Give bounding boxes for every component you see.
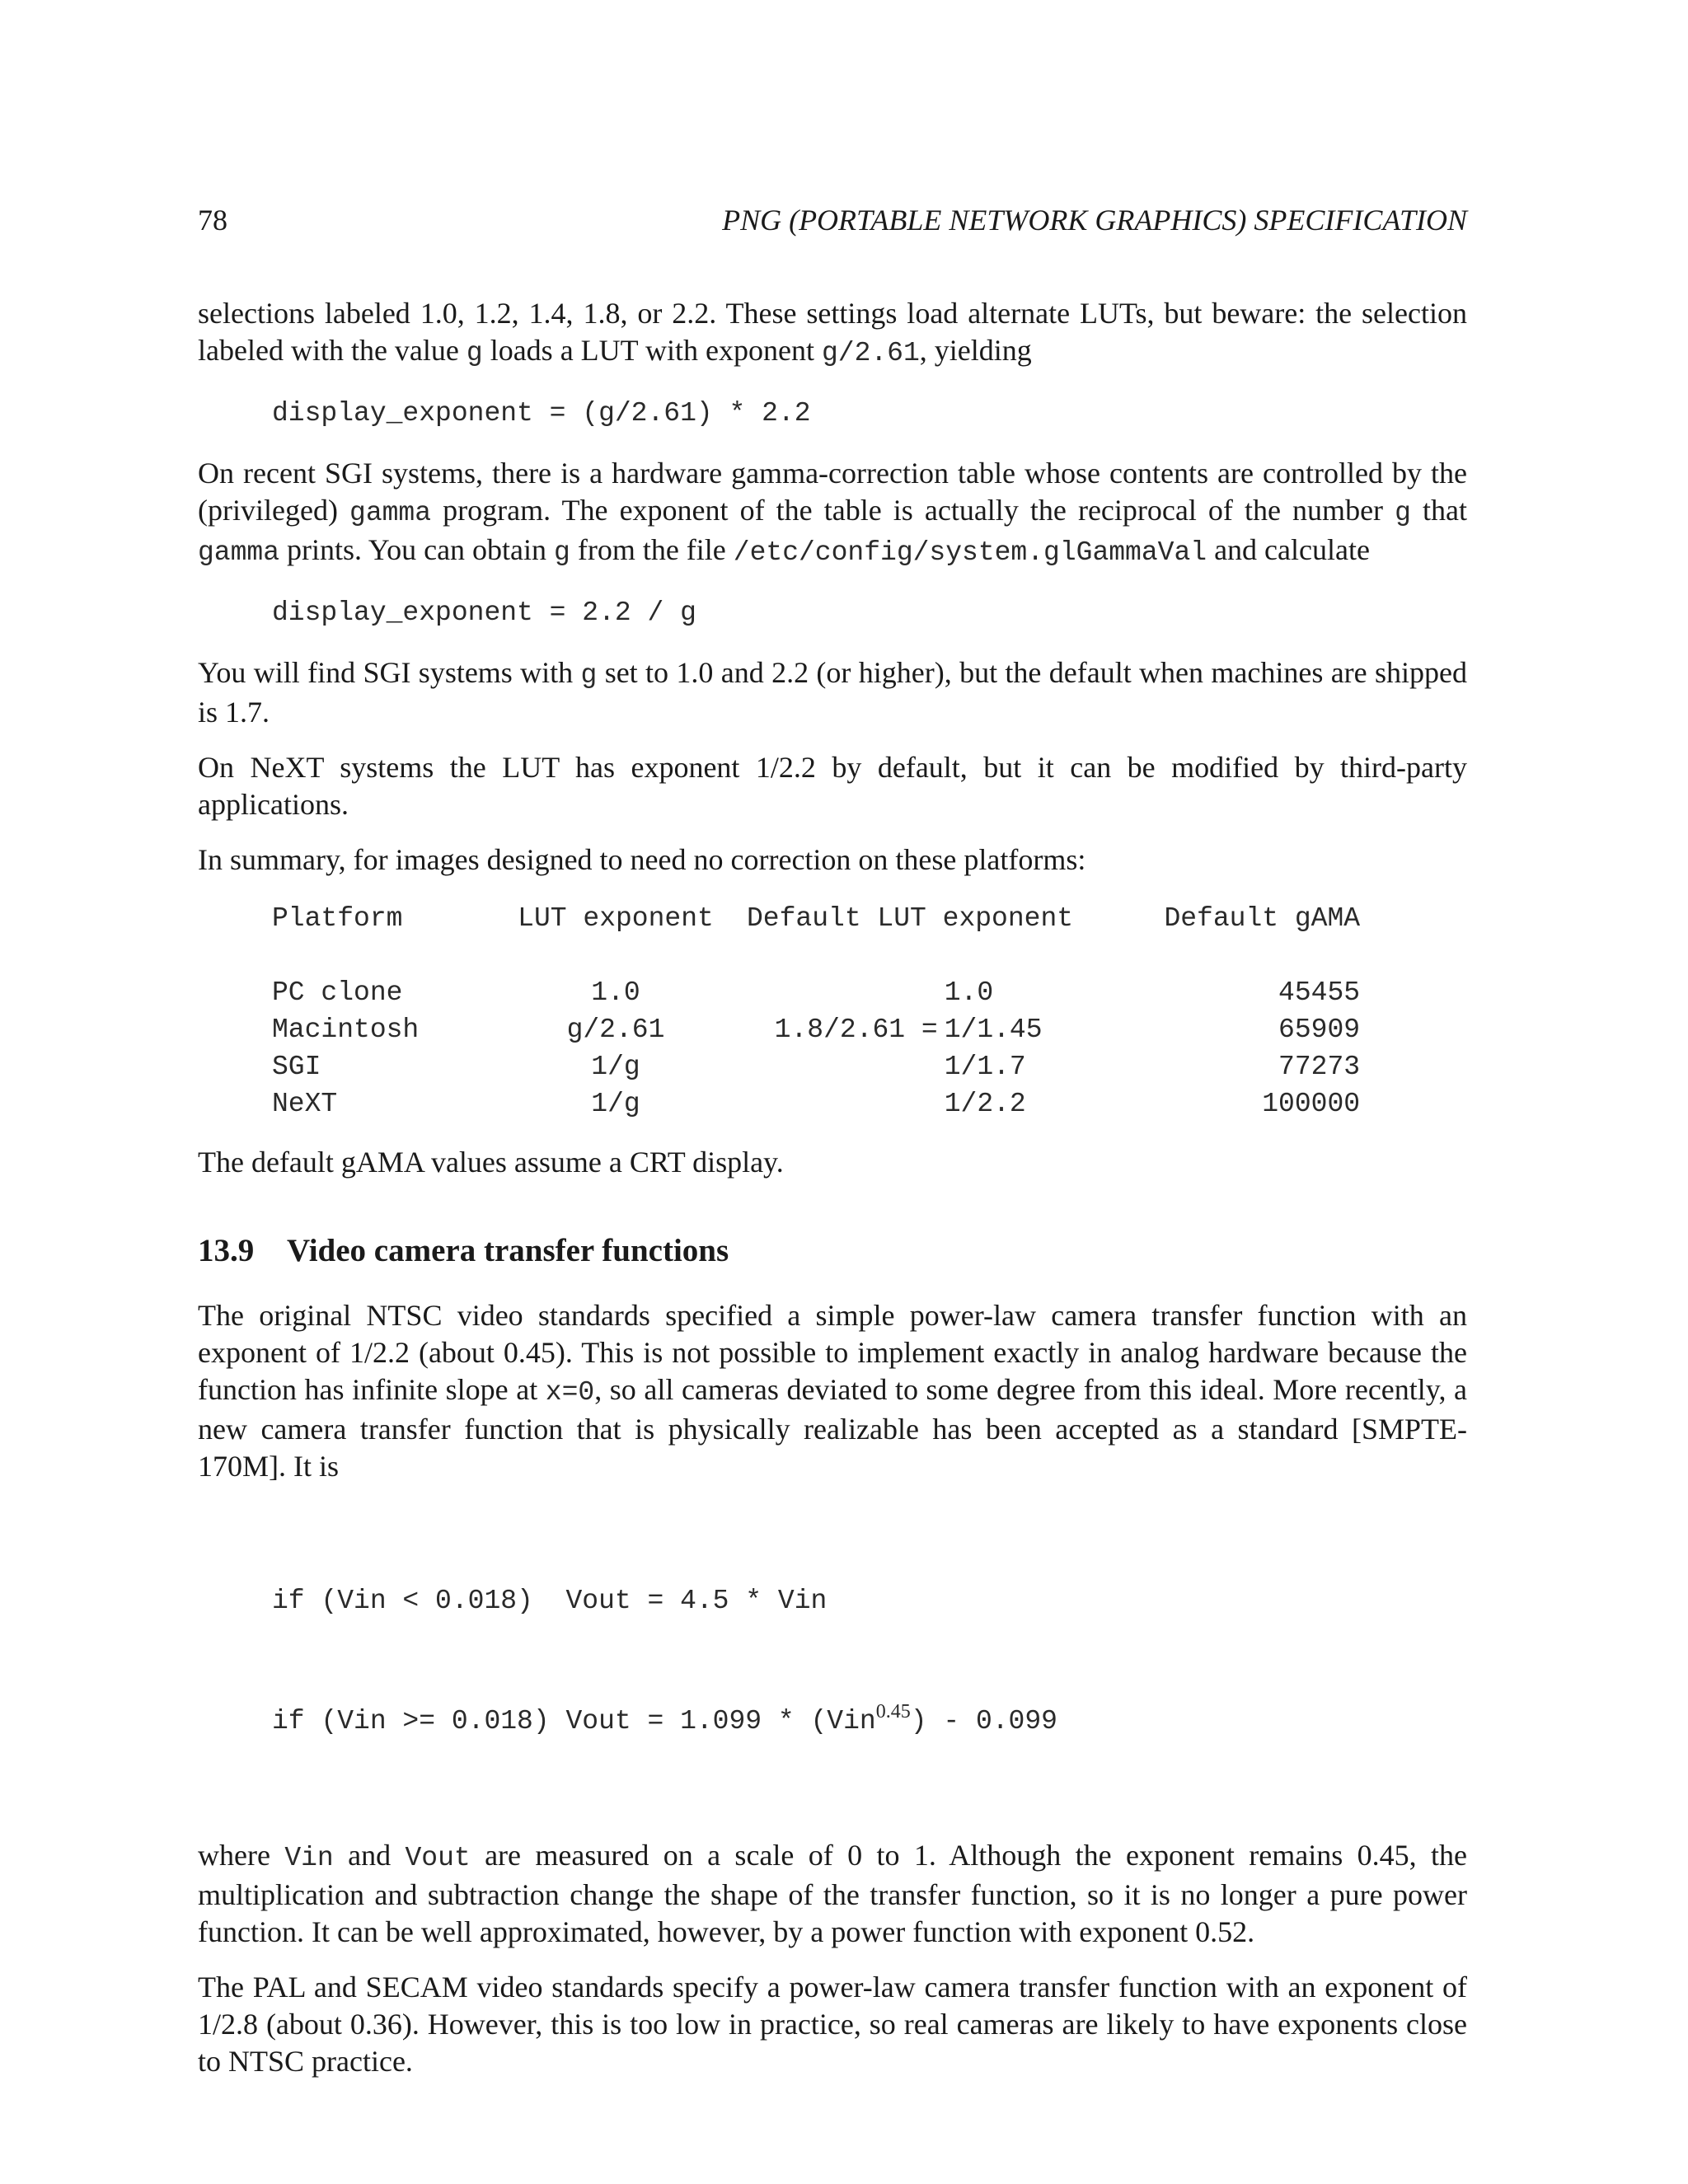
table-row: Macintosh g/2.61 1.8/2.61 = 1/1.45 65909 xyxy=(272,1015,1361,1045)
exponent: 0.45 xyxy=(875,1701,911,1722)
paragraph-sgi-gamma: On recent SGI systems, there is a hardware gamma-correction table whose contents are controlled by the (privileged) gamma program. The exponent of the table is actually the reciprocal of the number g that gamma prints. You can obtain g from the file /etc/config/system.glGammaVal and calculate xyxy=(198,457,1468,568)
code-smpte-transfer xyxy=(272,1508,1467,1814)
section-title: Video camera transfer functions xyxy=(287,1233,729,1268)
table-row: PC clone 1.0 1.0 45455 xyxy=(272,977,1361,1008)
table-row: SGI 1/g 1/1.7 77273 xyxy=(272,1052,1361,1082)
section-number: 13.9 xyxy=(198,1233,255,1268)
code-line: if (Vin < 0.018) Vout = 4.5 * Vin xyxy=(272,1586,828,1616)
platform-gamma-table xyxy=(272,900,1360,1122)
code-line: if (Vin >= 0.018) Vout = 1.099 * (Vin$^{0.45}$) - 0.099 xyxy=(272,1701,1057,1736)
paragraph-ntsc: The original NTSC video standards specified a simple power-law camera transfer function with an exponent of 1/2.2 (about 0.45). This is not possible to implement exactly in analog hardware because the function has infinite slope at x=0, so all cameras deviated to some degree from this ideal. More recently, a new camera transfer function that is physically realizable has been accepted as a standard [SMPTE-170M]. It is xyxy=(198,1299,1467,1483)
column-header: Platform xyxy=(272,903,403,934)
column-header: LUT exponent xyxy=(518,903,714,934)
paragraph-sgi-defaults: You will find SGI systems with g set to 1.0 and 2.2 (or higher), but the default when machines are shipped is 1.7. xyxy=(198,656,1467,729)
code-display-exponent-sgi: display_exponent = 2.2 / g xyxy=(272,598,696,628)
paragraph-next: On NeXT systems the LUT has exponent 1/2.2 by default, but it can be modified by third-party applications. xyxy=(198,751,1467,821)
paragraph-summary: In summary, for images designed to need no correction on these platforms: xyxy=(198,843,1086,876)
inline-code: gamma xyxy=(198,537,280,568)
column-header: Default LUT exponent xyxy=(747,903,1074,934)
inline-code: g xyxy=(466,338,483,368)
inline-code: g/2.61 xyxy=(821,338,920,368)
inline-code: gamma xyxy=(349,498,432,528)
inline-code: Vin xyxy=(284,1843,334,1873)
table-row: NeXT 1/g 1/2.2 100000 xyxy=(272,1089,1361,1119)
paragraph-vin-vout: where Vin and Vout are measured on a scale of 0 to 1. Although the exponent remains 0.45, the multiplication and subtraction change the shape of the transfer function, so it is no longer a pure power function. It can be well approximated, however, by a power function with exponent 0.52. xyxy=(198,1839,1467,1948)
column-header: Default gAMA xyxy=(1164,903,1361,934)
inline-code: g xyxy=(1395,498,1411,528)
paragraph-crt-note: The default gAMA values assume a CRT display. xyxy=(198,1146,784,1179)
page-body xyxy=(198,295,1467,2098)
code-display-exponent-mac: display_exponent = (g/2.61) * 2.2 xyxy=(272,398,811,429)
inline-code: g xyxy=(554,537,570,568)
inline-code: Vout xyxy=(405,1843,471,1873)
inline-code: g xyxy=(580,660,598,691)
inline-code-path: /etc/config/system.glGammaVal xyxy=(733,537,1207,568)
page-number: 78 xyxy=(198,204,227,237)
section-heading xyxy=(198,1232,1467,1269)
paragraph-pal-secam: The PAL and SECAM video standards specify a power-law camera transfer function with an exponent of 1/2.8 (about 0.36). However, this is too low in practice, so real cameras are likely to have exponents close to NTSC practice. xyxy=(198,1971,1467,2078)
running-head: PNG (PORTABLE NETWORK GRAPHICS) SPECIFICATION xyxy=(722,204,1467,237)
inline-code: x=0 xyxy=(545,1377,595,1408)
table-header-row xyxy=(272,900,1360,974)
paragraph-lut-selections: selections labeled 1.0, 1.2, 1.4, 1.8, or 2.2. These settings load alternate LUTs, but beware: the selection labeled with the value g loads a LUT with exponent g/2.61, yielding xyxy=(198,297,1467,368)
